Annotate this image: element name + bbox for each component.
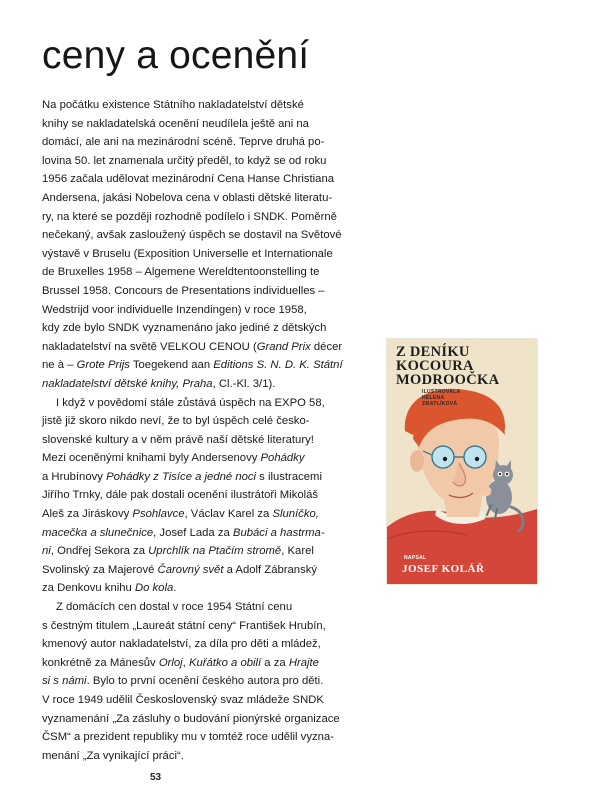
text-segment: konkrétně za Mánesův	[42, 656, 159, 669]
text-segment: de Bruxelles 1958 – Algemene Wereldtentoonstelling te	[42, 266, 320, 279]
text-line	[42, 319, 372, 338]
text-line	[42, 170, 372, 189]
text-line	[42, 282, 372, 301]
text-segment: , Karel	[281, 545, 314, 558]
text-segment: Svolinský za Majerové	[42, 563, 158, 576]
paragraph	[42, 598, 372, 765]
text-line	[42, 449, 372, 468]
cover-title-line: MODROOČKA	[396, 372, 500, 388]
text-line	[42, 338, 372, 357]
italic-text: Hrajte	[288, 656, 319, 669]
book-cover-image	[387, 339, 537, 584]
text-segment: .	[173, 582, 177, 595]
text-line	[42, 635, 372, 654]
cover-illustrator	[422, 389, 460, 407]
text-line	[42, 208, 372, 227]
text-line	[42, 356, 372, 375]
text-segment: jistě již skoro nikdo neví, že to byl úspěch celé česko-	[42, 415, 310, 428]
article-body	[42, 96, 372, 765]
text-line	[42, 226, 372, 245]
text-segment: ,	[182, 656, 189, 669]
text-segment: ne à –	[42, 359, 77, 372]
text-segment: a za	[261, 656, 289, 669]
text-segment: V roce 1949 udělil Československý svaz mládeže SNDK	[42, 694, 324, 706]
text-segment: Toegekend aan	[129, 359, 214, 372]
text-line	[42, 468, 372, 487]
cover-title	[396, 345, 499, 387]
text-segment: vyznamenání „Za zásluhy o budování pionýrské organizace	[42, 712, 340, 725]
text-line	[42, 412, 372, 431]
italic-text: Čarovný svět	[157, 563, 224, 576]
text-segment: Na počátku existence Státního nakladatelství dětské	[42, 99, 304, 111]
text-segment: ry, na které se později rozhodně podílelo i SNDK. Poměrně	[42, 210, 337, 223]
text-segment: a Adolf Zábranský	[223, 563, 318, 576]
text-segment: menání „Za vynikající práci“.	[42, 749, 184, 762]
text-segment: . Bylo to první ocenění českého autora pro děti.	[86, 675, 324, 688]
text-line	[42, 301, 372, 320]
text-line	[42, 654, 372, 673]
text-segment: Mezi oceněnými knihami byly Andersenovy	[42, 452, 261, 465]
text-line	[42, 691, 372, 710]
italic-text: Psohlavce	[132, 508, 185, 521]
text-line	[42, 486, 372, 505]
text-line	[42, 579, 372, 598]
text-segment: kdy zde bylo SNDK vyznamenáno jako jediné z dětských	[42, 322, 327, 335]
text-segment: slovenské kultury a v něm právě naší dětské literatury!	[42, 433, 314, 446]
text-line	[42, 431, 372, 450]
text-segment: výstavě v Bruselu (Exposition Universelle et Internationale	[42, 247, 333, 260]
text-line	[42, 96, 372, 115]
cover-title-line: KOCOURA	[396, 358, 474, 374]
text-line	[42, 710, 372, 729]
italic-text: macečka a slunečnice	[42, 526, 154, 539]
page-number: 53	[150, 772, 162, 783]
text-segment: Brussel 1958. Concours de Presentations individuelles –	[42, 284, 325, 297]
text-segment: Aleš za Jiráskovy	[42, 508, 133, 521]
text-line	[42, 394, 372, 413]
italic-text: nakladatelství dětské knihy, Praha	[42, 377, 213, 390]
text-segment: lovina 50. let znamenala určitý předěl, to když se od roku	[42, 154, 327, 167]
text-line	[42, 617, 372, 636]
italic-text: Kuřátko a obilí	[188, 656, 262, 669]
cover-illustrator-line: ILUSTROVALA	[422, 389, 461, 395]
italic-text: Do kola	[134, 582, 174, 595]
text-segment: nakladatelství na světě VELKOU CENOU (	[42, 340, 257, 353]
cover-title-line: Z DENÍKU	[396, 344, 470, 360]
text-segment: za Denkovu knihu	[42, 582, 135, 595]
text-line	[42, 152, 372, 171]
page-title: ceny a ocenění	[42, 34, 310, 77]
text-segment: Z domácích cen dostal v roce 1954 Státní cenu	[56, 601, 293, 614]
cover-illustrator-line: ZMATLÍKOVÁ	[422, 401, 458, 407]
text-line	[42, 115, 372, 134]
italic-text: Orloj	[158, 656, 183, 669]
cover-author: JOSEF KOLÁŘ	[402, 563, 485, 575]
text-segment: Wedstrijd voor individuelle Inzendingen) v roce 1958,	[42, 303, 307, 316]
text-segment: kmenový autor nakladatelství, za díla pro děti a mládež,	[42, 638, 321, 651]
italic-text: Pohádky z Tisíce a jedné noci	[106, 470, 257, 483]
italic-text: Pohádky	[260, 452, 305, 465]
text-segment: knihy se nakladatelská ocenění neudílela ještě ani na	[42, 117, 309, 130]
text-line	[42, 375, 372, 394]
text-line	[42, 263, 372, 282]
text-segment: s čestným titulem „Laureát státní ceny“ František Hrubín,	[42, 619, 326, 632]
italic-text: Bubáci a hastrma-	[232, 526, 325, 539]
text-segment: Jiřího Trnky, dále pak dostali ocenění ilustrátoři Mikoláš	[42, 489, 319, 502]
text-line	[42, 561, 372, 580]
text-line	[42, 728, 372, 747]
italic-text: Sluníčko,	[272, 508, 319, 521]
text-line	[42, 189, 372, 208]
text-line	[42, 245, 372, 264]
text-segment: s ilustracemi	[256, 470, 322, 483]
text-line	[42, 505, 372, 524]
italic-text: Grote Prijs	[76, 359, 130, 372]
paragraph	[42, 96, 372, 394]
text-line	[42, 672, 372, 691]
text-segment: décer	[310, 340, 343, 353]
italic-text: Grand Prix	[256, 340, 311, 353]
text-segment: , Josef Lada za	[153, 526, 233, 539]
cover-wrote-label: NAPSAL	[404, 555, 427, 561]
text-line	[42, 133, 372, 152]
text-segment: , Ondřej Sekora za	[50, 545, 149, 558]
text-line	[42, 524, 372, 543]
text-segment: Andersena, jakási Nobelova cena v oblasti dětské literatu-	[42, 191, 333, 204]
text-line	[42, 747, 372, 766]
text-segment: domácí, ale ani na mezinárodní scéně. Teprve druhá po-	[42, 136, 325, 149]
text-segment: I když v povědomí stále zůstává úspěch na EXPO 58,	[56, 396, 325, 409]
italic-text: si s námi	[42, 675, 87, 688]
text-segment: ČSM“ a prezident republiky mu v tomtéž roce udělil vyzna-	[42, 731, 334, 744]
text-line	[42, 542, 372, 561]
paragraph	[42, 394, 372, 599]
cover-illustrator-line: HELENA	[422, 395, 445, 401]
italic-text: Uprchlík na Ptačím stromě	[148, 545, 282, 558]
italic-text: Editions S. N. D. K. Státní	[213, 359, 343, 372]
text-line	[42, 598, 372, 617]
text-segment: 1956 začala udělovat mezinárodní Cena Hanse Christiana	[42, 173, 335, 186]
text-segment: , Václav Karel za	[184, 508, 273, 521]
italic-text: ni	[42, 545, 51, 558]
text-segment: , Cl.-Kl. 3/1).	[212, 377, 276, 390]
text-segment: nečekaný, avšak zasloužený úspěch se dostavil na Světové	[42, 229, 342, 242]
text-segment: a Hrubínovy	[42, 470, 107, 483]
